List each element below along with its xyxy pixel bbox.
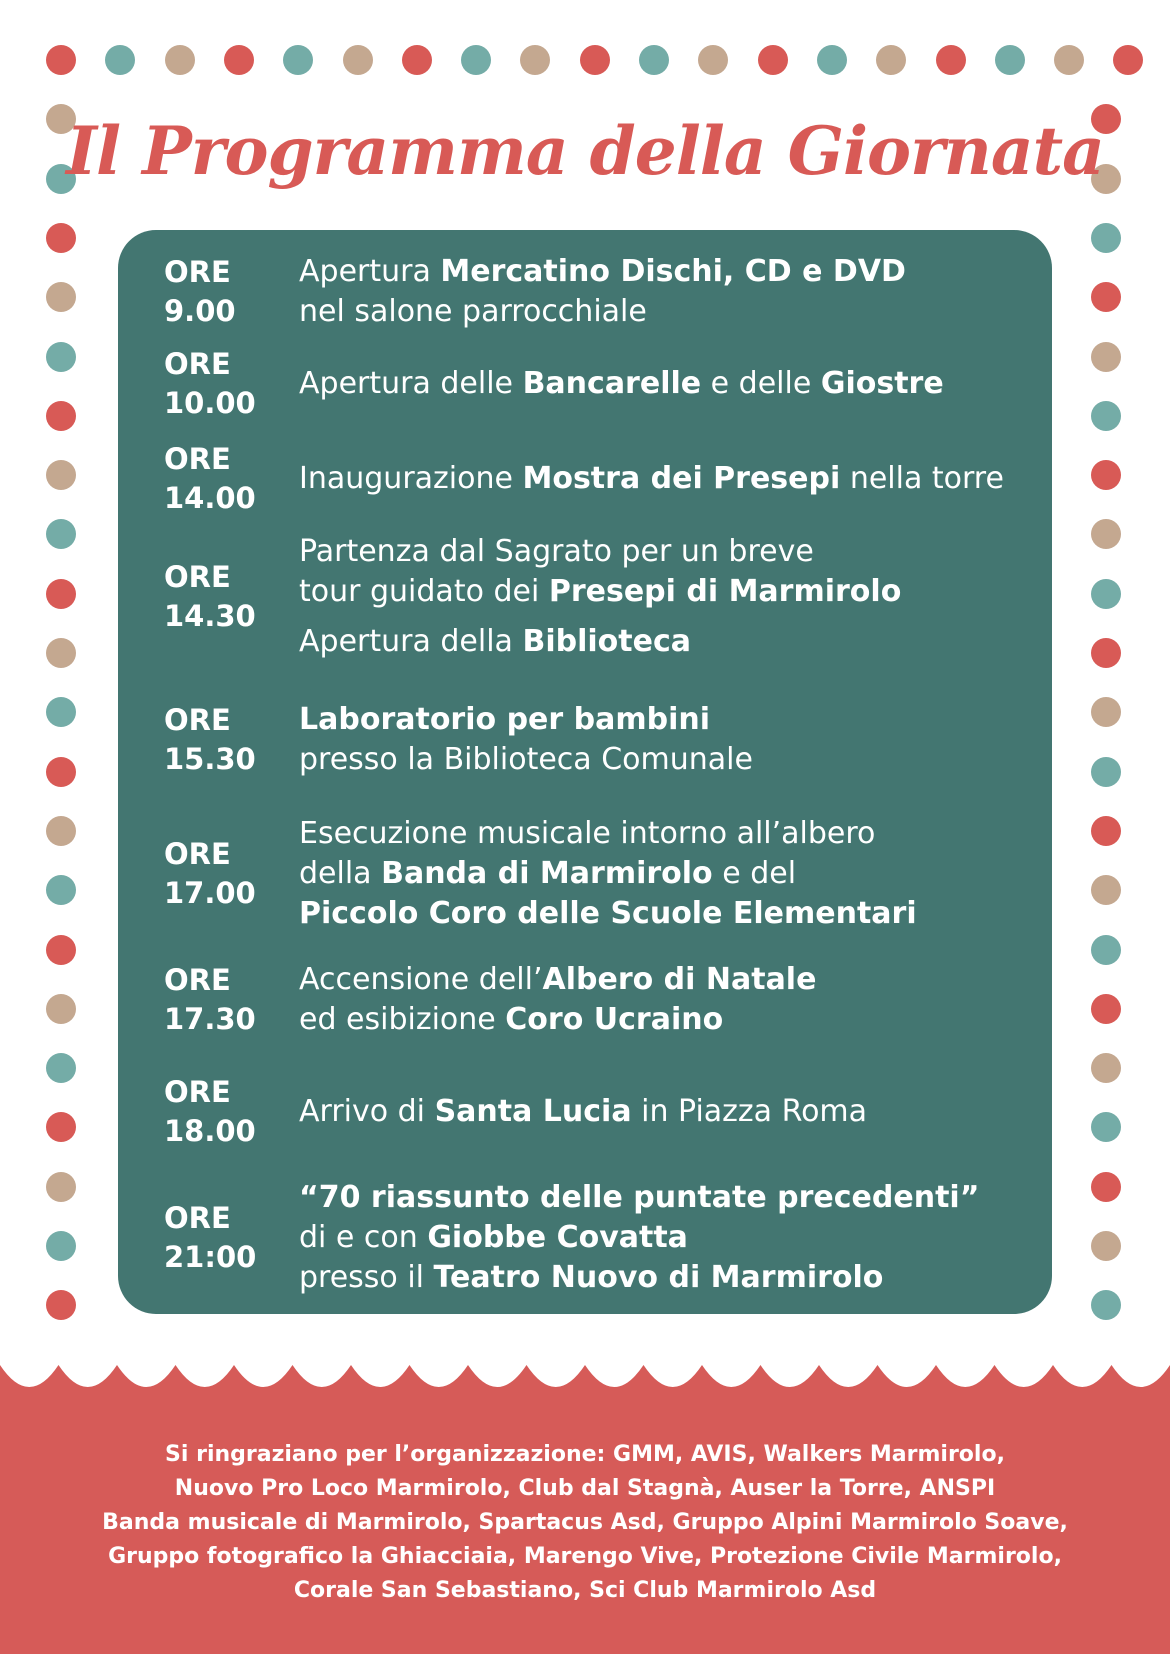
border-dot — [1091, 342, 1121, 372]
event-time-hour: 9.00 — [164, 294, 236, 328]
border-dot — [283, 45, 313, 75]
border-dot — [46, 697, 76, 727]
scallop-edge — [0, 1345, 1170, 1405]
thanks-line: Banda musicale di Marmirolo, Spartacus Asd, Gruppo Alpini Marmirolo Soave, — [102, 1510, 1068, 1535]
border-dot — [1091, 757, 1121, 787]
event-line: “70 riassunto delle puntate precedenti” — [299, 1180, 980, 1215]
event-line: nel salone parrocchiale — [299, 294, 647, 329]
event-time-hour: 10.00 — [164, 386, 256, 420]
border-dot — [46, 1290, 76, 1320]
event-time-ore: ORE — [164, 837, 231, 871]
event-description — [299, 960, 1052, 1040]
border-dot — [46, 638, 76, 668]
border-dot — [1054, 45, 1084, 75]
event-time-hour: 18.00 — [164, 1114, 256, 1148]
event-line: Piccolo Coro delle Scuole Elementari — [299, 896, 917, 931]
event-time-hour: 21:00 — [164, 1240, 257, 1274]
event-row — [118, 345, 1052, 423]
event-line: ed esibizione Coro Ucraino — [299, 1002, 724, 1037]
border-dot — [46, 401, 76, 431]
border-dot — [1091, 1053, 1121, 1083]
border-dot — [46, 1112, 76, 1142]
event-time-ore: ORE — [164, 963, 231, 997]
event-line: Arrivo di Santa Lucia in Piazza Roma — [299, 1094, 868, 1129]
event-time — [164, 253, 299, 331]
thanks-text — [0, 1438, 1170, 1608]
border-dot — [1091, 282, 1121, 312]
event-time — [164, 440, 299, 518]
border-dot — [46, 994, 76, 1024]
border-dot — [343, 45, 373, 75]
border-dot — [46, 282, 76, 312]
thanks-line: Nuovo Pro Loco Marmirolo, Club dal Stagnà, Auser la Torre, ANSPI — [174, 1476, 996, 1501]
event-line: Inaugurazione Mostra dei Presepi nella torre — [299, 461, 1004, 496]
event-line: Apertura Mercatino Dischi, CD e DVD — [299, 254, 906, 289]
event-time-hour: 15.30 — [164, 742, 256, 776]
event-row — [118, 814, 1052, 934]
border-dot — [46, 935, 76, 965]
border-dot — [46, 519, 76, 549]
border-dot — [224, 45, 254, 75]
border-dot — [995, 45, 1025, 75]
event-line: Laboratorio per bambini — [299, 702, 711, 737]
event-line: di e con Giobbe Covatta — [299, 1220, 688, 1255]
event-time-ore: ORE — [164, 1201, 231, 1235]
event-description — [299, 364, 1052, 404]
border-dot — [46, 875, 76, 905]
event-row — [118, 1178, 1052, 1298]
event-time — [164, 961, 299, 1039]
border-dot — [876, 45, 906, 75]
event-time-ore: ORE — [164, 442, 231, 476]
event-time-hour: 14.30 — [164, 599, 256, 633]
event-line: Accensione dell’Albero di Natale — [299, 962, 817, 997]
border-dot — [1091, 460, 1121, 490]
border-dot — [46, 579, 76, 609]
border-dot — [1091, 401, 1121, 431]
event-line: Esecuzione musicale intorno all’albero — [299, 816, 876, 851]
event-time — [164, 1199, 299, 1277]
border-dot — [1091, 875, 1121, 905]
event-row — [118, 252, 1052, 332]
border-dot — [46, 460, 76, 490]
border-dot — [105, 45, 135, 75]
schedule-panel — [118, 230, 1052, 1314]
event-description — [299, 814, 1052, 934]
border-dot — [936, 45, 966, 75]
border-dot — [698, 45, 728, 75]
event-time-ore: ORE — [164, 1075, 231, 1109]
event-description — [299, 459, 1052, 499]
border-dot — [1091, 1112, 1121, 1142]
border-dot — [1113, 45, 1143, 75]
event-time-ore: ORE — [164, 703, 231, 737]
border-dot — [817, 45, 847, 75]
border-dot — [1091, 638, 1121, 668]
event-time — [164, 701, 299, 779]
border-dot — [1091, 519, 1121, 549]
border-dot — [46, 757, 76, 787]
thanks-line: Gruppo fotografico la Ghiacciaia, Marengo Vive, Protezione Civile Marmirolo, — [108, 1544, 1062, 1569]
event-row — [118, 440, 1052, 518]
thanks-line: Si ringraziano per l’organizzazione: GMM, AVIS, Walkers Marmirolo, — [165, 1442, 1005, 1467]
event-time-ore: ORE — [164, 560, 231, 594]
border-dot — [580, 45, 610, 75]
event-line: Apertura della Biblioteca — [299, 624, 691, 659]
border-dot — [639, 45, 669, 75]
border-dot — [1091, 579, 1121, 609]
border-dot — [165, 45, 195, 75]
border-dot — [758, 45, 788, 75]
border-dot — [1091, 223, 1121, 253]
event-time — [164, 558, 299, 636]
page-title: Il Programma della Giornata — [66, 112, 1104, 190]
border-dot — [1091, 935, 1121, 965]
event-time-hour: 17.00 — [164, 876, 256, 910]
event-description — [299, 700, 1052, 780]
event-time-ore: ORE — [164, 255, 231, 289]
border-dot — [46, 45, 76, 75]
event-time — [164, 1073, 299, 1151]
event-line: Partenza dal Sagrato per un breve — [299, 534, 814, 569]
border-dot — [1091, 1172, 1121, 1202]
event-description — [299, 1092, 1052, 1132]
border-dot — [46, 1053, 76, 1083]
border-dot — [1091, 1231, 1121, 1261]
event-description — [299, 1178, 1052, 1298]
event-line: Apertura delle Bancarelle e delle Giostre — [299, 366, 944, 401]
event-description — [299, 532, 1052, 662]
event-time — [164, 345, 299, 423]
border-dot — [402, 45, 432, 75]
border-dot — [46, 1172, 76, 1202]
border-dot — [520, 45, 550, 75]
border-dot — [1091, 697, 1121, 727]
border-dot — [46, 223, 76, 253]
event-row — [118, 700, 1052, 780]
event-time — [164, 835, 299, 913]
border-dot — [1091, 816, 1121, 846]
border-dot — [46, 1231, 76, 1261]
thanks-line: Corale San Sebastiano, Sci Club Marmirolo Asd — [293, 1578, 877, 1603]
event-time-hour: 17.30 — [164, 1002, 256, 1036]
border-dot — [1091, 1290, 1121, 1320]
border-dot — [46, 816, 76, 846]
event-row — [118, 532, 1052, 662]
event-line: della Banda di Marmirolo e del — [299, 856, 797, 891]
event-description — [299, 252, 1052, 332]
border-dot — [461, 45, 491, 75]
event-line: presso il Teatro Nuovo di Marmirolo — [299, 1260, 884, 1295]
event-line: tour guidato dei Presepi di Marmirolo — [299, 574, 902, 609]
border-dot — [46, 342, 76, 372]
event-row — [118, 960, 1052, 1040]
event-row — [118, 1073, 1052, 1151]
border-dot — [1091, 994, 1121, 1024]
event-line: presso la Biblioteca Comunale — [299, 742, 753, 777]
event-time-hour: 14.00 — [164, 481, 256, 515]
event-time-ore: ORE — [164, 347, 231, 381]
